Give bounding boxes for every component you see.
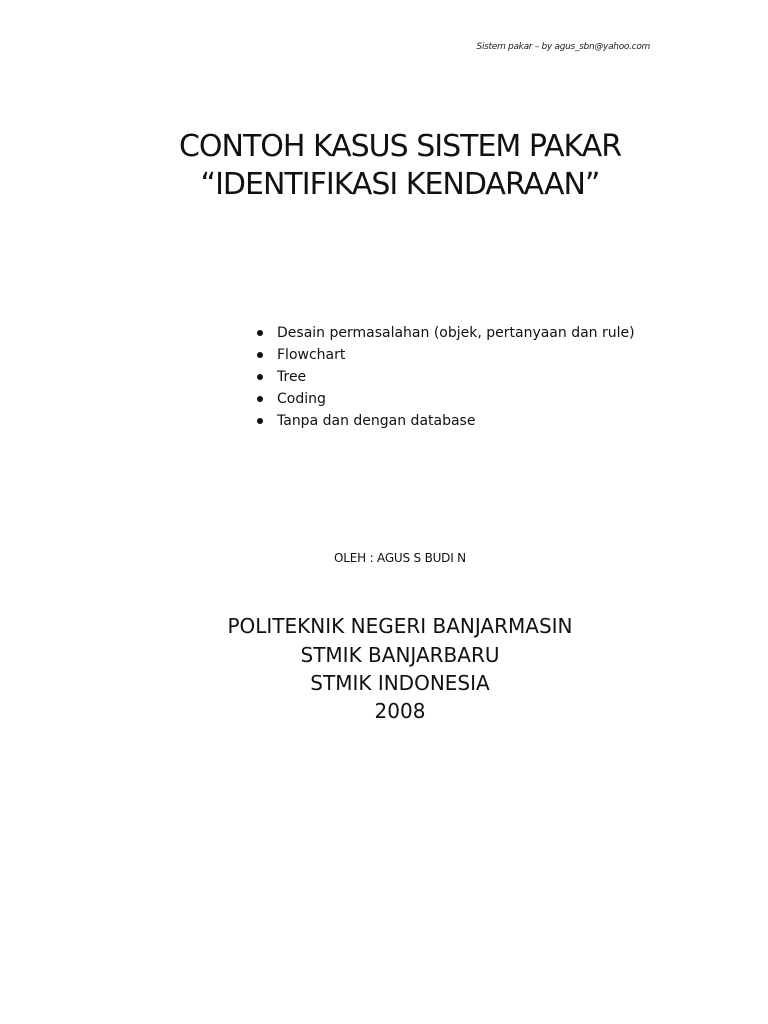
institution-block (0, 612, 768, 725)
bullet-icon (257, 330, 263, 336)
list-item (250, 410, 635, 432)
bullet-icon (257, 396, 263, 402)
title-block (0, 128, 768, 204)
topic-label: Desain permasalahan (objek, pertanyaan dan rule) (277, 325, 635, 341)
bullet-icon (257, 352, 263, 358)
header-note: Sistem pakar – by agus_sbn@yahoo.com (476, 42, 650, 52)
list-item (250, 388, 635, 410)
topic-label: Coding (277, 391, 326, 407)
bullet-icon (257, 374, 263, 380)
topic-label: Tree (277, 369, 307, 385)
topic-label: Flowchart (277, 347, 346, 363)
author-line: OLEH : AGUS S BUDI N (334, 551, 466, 565)
institution-name: POLITEKNIK NEGERI BANJARMASIN (227, 614, 573, 638)
title-line-1: CONTOH KASUS SISTEM PAKAR (178, 129, 622, 164)
institution-name: STMIK BANJARBARU (300, 643, 500, 667)
title-line-2: “IDENTIFIKASI KENDARAAN” (200, 167, 600, 202)
list-item (250, 366, 635, 388)
year: 2008 (374, 699, 426, 723)
institution-name: STMIK INDONESIA (310, 671, 490, 695)
list-item (250, 344, 635, 366)
topic-list (250, 322, 635, 432)
list-item (250, 322, 635, 344)
topic-label: Tanpa dan dengan database (277, 413, 476, 429)
bullet-icon (257, 418, 263, 424)
